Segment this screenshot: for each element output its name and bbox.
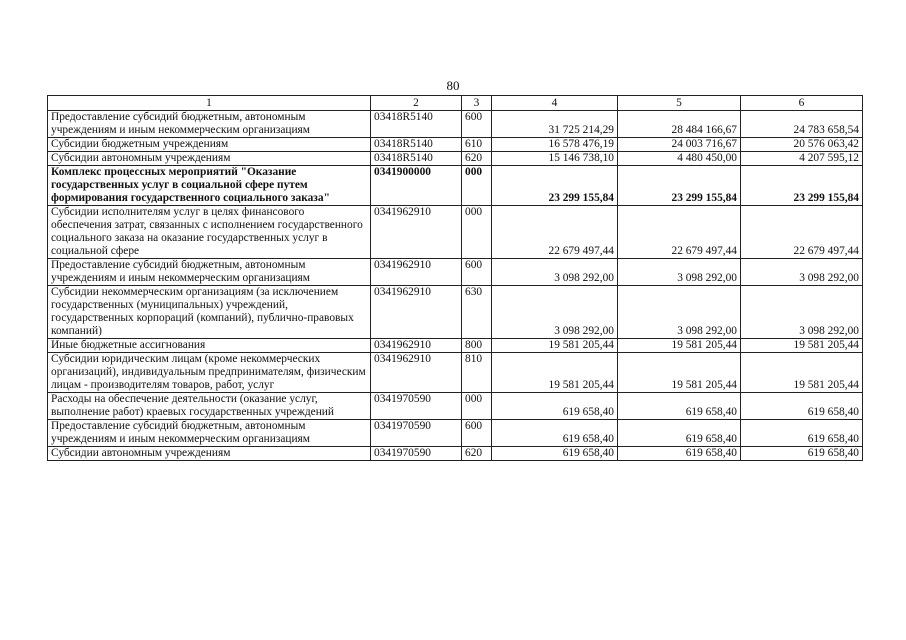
row-code-cell: 0341962910 <box>371 286 462 339</box>
row-type-cell: 620 <box>462 152 492 166</box>
row-code-cell: 0341970590 <box>371 393 462 420</box>
table-row <box>48 393 863 420</box>
row-code-cell: 0341970590 <box>371 447 462 461</box>
row-value-cell: 23 299 155,84 <box>618 166 741 206</box>
budget-table <box>47 95 863 461</box>
row-value-cell: 619 658,40 <box>618 393 741 420</box>
table-row <box>48 206 863 259</box>
row-name-cell: Предоставление субсидий бюджетным, автономным учреждениям и иным некоммерческим организациям <box>48 259 371 286</box>
table-row <box>48 286 863 339</box>
row-name-cell: Субсидии автономным учреждениям <box>48 447 371 461</box>
row-name-cell: Иные бюджетные ассигнования <box>48 339 371 353</box>
row-value-cell: 3 098 292,00 <box>741 286 863 339</box>
row-value-cell: 15 146 738,10 <box>492 152 618 166</box>
row-name-cell: Субсидии исполнителям услуг в целях финансового обеспечения затрат, связанных с исполнением государственного социального заказа на оказание государственных услуг в социальной сфере <box>48 206 371 259</box>
row-type-cell: 600 <box>462 259 492 286</box>
row-value-cell: 4 480 450,00 <box>618 152 741 166</box>
row-type-cell: 600 <box>462 420 492 447</box>
row-value-cell: 28 484 166,67 <box>618 111 741 138</box>
row-value-cell: 619 658,40 <box>741 420 863 447</box>
column-header: 3 <box>462 96 492 111</box>
row-value-cell: 23 299 155,84 <box>492 166 618 206</box>
row-name-cell: Предоставление субсидий бюджетным, автономным учреждениям и иным некоммерческим организациям <box>48 111 371 138</box>
table-row <box>48 111 863 138</box>
row-value-cell: 619 658,40 <box>492 393 618 420</box>
row-value-cell: 3 098 292,00 <box>618 259 741 286</box>
row-value-cell: 23 299 155,84 <box>741 166 863 206</box>
row-value-cell: 3 098 292,00 <box>741 259 863 286</box>
row-value-cell: 619 658,40 <box>618 420 741 447</box>
column-header: 1 <box>48 96 371 111</box>
row-value-cell: 19 581 205,44 <box>741 353 863 393</box>
column-header: 4 <box>492 96 618 111</box>
row-value-cell: 619 658,40 <box>618 447 741 461</box>
row-value-cell: 22 679 497,44 <box>741 206 863 259</box>
row-name-cell: Расходы на обеспечение деятельности (оказание услуг, выполнение работ) краевых государственных учреждений <box>48 393 371 420</box>
row-value-cell: 24 003 716,67 <box>618 138 741 152</box>
table-row <box>48 138 863 152</box>
table-row <box>48 447 863 461</box>
row-value-cell: 24 783 658,54 <box>741 111 863 138</box>
row-code-cell: 0341962910 <box>371 339 462 353</box>
row-type-cell: 610 <box>462 138 492 152</box>
table-row <box>48 420 863 447</box>
table-row <box>48 152 863 166</box>
row-value-cell: 3 098 292,00 <box>492 259 618 286</box>
row-type-cell: 000 <box>462 166 492 206</box>
row-value-cell: 4 207 595,12 <box>741 152 863 166</box>
table-row <box>48 259 863 286</box>
row-value-cell: 19 581 205,44 <box>741 339 863 353</box>
row-name-cell: Субсидии юридическим лицам (кроме некоммерческих организаций), индивидуальным предпринимателям, физическим лицам - производителям товаров, работ, услуг <box>48 353 371 393</box>
column-header: 6 <box>741 96 863 111</box>
table-header-row <box>48 96 863 111</box>
row-value-cell: 22 679 497,44 <box>618 206 741 259</box>
row-value-cell: 619 658,40 <box>741 447 863 461</box>
row-type-cell: 800 <box>462 339 492 353</box>
table-row <box>48 353 863 393</box>
row-type-cell: 630 <box>462 286 492 339</box>
row-code-cell: 03418R5140 <box>371 138 462 152</box>
row-value-cell: 19 581 205,44 <box>492 353 618 393</box>
row-type-cell: 600 <box>462 111 492 138</box>
row-code-cell: 0341962910 <box>371 259 462 286</box>
row-type-cell: 620 <box>462 447 492 461</box>
table-row <box>48 166 863 206</box>
row-type-cell: 810 <box>462 353 492 393</box>
row-code-cell: 0341962910 <box>371 206 462 259</box>
table-row <box>48 339 863 353</box>
row-code-cell: 03418R5140 <box>371 111 462 138</box>
row-value-cell: 3 098 292,00 <box>492 286 618 339</box>
row-value-cell: 19 581 205,44 <box>618 353 741 393</box>
column-header: 5 <box>618 96 741 111</box>
row-name-cell: Комплекс процессных мероприятий "Оказание государственных услуг в социальной сфере путем формирования государственного социального заказа" <box>48 166 371 206</box>
row-value-cell: 19 581 205,44 <box>492 339 618 353</box>
row-name-cell: Предоставление субсидий бюджетным, автономным учреждениям и иным некоммерческим организациям <box>48 420 371 447</box>
row-name-cell: Субсидии некоммерческим организациям (за исключением государственных (муниципальных) учреждений, государственных корпораций (компаний), публично-правовых компаний) <box>48 286 371 339</box>
row-type-cell: 000 <box>462 206 492 259</box>
row-name-cell: Субсидии бюджетным учреждениям <box>48 138 371 152</box>
row-code-cell: 0341900000 <box>371 166 462 206</box>
row-name-cell: Субсидии автономным учреждениям <box>48 152 371 166</box>
row-value-cell: 20 576 063,42 <box>741 138 863 152</box>
row-value-cell: 22 679 497,44 <box>492 206 618 259</box>
row-value-cell: 19 581 205,44 <box>618 339 741 353</box>
row-code-cell: 03418R5140 <box>371 152 462 166</box>
row-value-cell: 16 578 476,19 <box>492 138 618 152</box>
row-code-cell: 0341962910 <box>371 353 462 393</box>
row-value-cell: 619 658,40 <box>492 447 618 461</box>
page-number: 80 <box>446 78 460 93</box>
row-code-cell: 0341970590 <box>371 420 462 447</box>
row-value-cell: 619 658,40 <box>741 393 863 420</box>
row-type-cell: 000 <box>462 393 492 420</box>
row-value-cell: 3 098 292,00 <box>618 286 741 339</box>
row-value-cell: 619 658,40 <box>492 420 618 447</box>
row-value-cell: 31 725 214,29 <box>492 111 618 138</box>
column-header: 2 <box>371 96 462 111</box>
